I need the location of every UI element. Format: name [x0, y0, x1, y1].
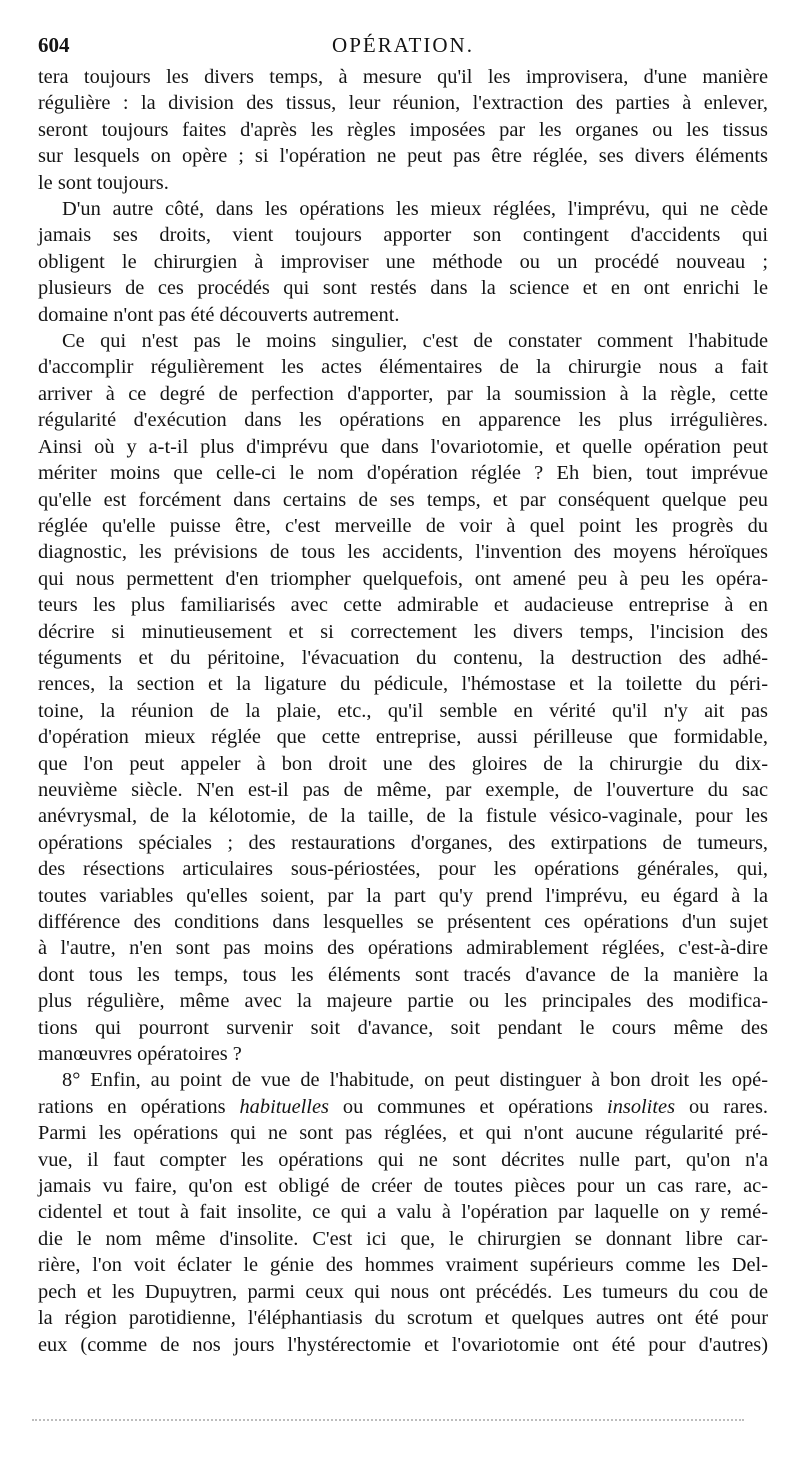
text-line: cidentel et tout à fait insolite, ce qui a valu à l'opération par laquelle on y remé- — [38, 1201, 768, 1224]
text-line: dont tous les temps, tous les éléments sont tracés d'avance de la manière la — [38, 963, 768, 986]
text-line: tera toujours les divers temps, à mesure qu'il les improvisera, d'une manière — [38, 66, 768, 88]
text-line: vue, il faut compter les opérations qui ne sont décrites nulle part, qu'on n'a — [38, 1148, 768, 1171]
text-line: diagnostic, les prévisions de tous les accidents, l'invention des moyens héroïques — [38, 541, 768, 564]
text-line: toine, la réunion de la plaie, etc., qu'il semble en vérité qu'il n'y ait pas — [38, 699, 768, 722]
text-line: domaine n'ont pas été découverts autrement. — [38, 303, 400, 326]
text-line: teurs les plus familiarisés avec cette admirable et audacieuse entreprise à en — [38, 594, 768, 617]
text-line: le sont toujours. — [38, 171, 169, 194]
text-line: à l'autre, n'en sont pas moins des opérations admirablement réglées, c'est-à-dire — [38, 937, 768, 960]
text-line: toutes variables qu'elles soient, par la part qu'y prend l'imprévu, eu égard à la — [38, 884, 768, 907]
text-line-with-italics — [38, 1094, 768, 1120]
text-line: mériter moins que celle-ci le nom d'opération réglée ? Eh bien, tout imprévue — [38, 462, 768, 485]
text-line: jamais vu faire, qu'on est obligé de créer de toutes pièces pour un cas rare, ac- — [38, 1175, 768, 1198]
text-line: d'accomplir régulièrement les actes élémentaires de la chirurgie nous a fait — [38, 356, 768, 379]
page-number: 604 — [38, 33, 70, 57]
text-line: qu'elle est forcément dans certains de ses temps, et par conséquent quelque peu — [38, 488, 768, 511]
text-line: plusieurs de ces procédés qui sont restés dans la science et en ont enrichi le — [38, 277, 768, 300]
text-line: des résections articulaires sous-périostées, pour les opérations générales, qui, — [38, 858, 768, 881]
text-line: opérations spéciales ; des restaurations d'organes, des extirpations de tumeurs, — [38, 831, 768, 854]
paragraph-start-line: Ce qui n'est pas le moins singulier, c'est de constater comment l'habitude — [62, 330, 768, 353]
text-line: arriver à ce degré de perfection d'apporter, par la soumission à la règle, cette — [38, 382, 768, 405]
text-line: anévrysmal, de la kélotomie, de la taille, de la fistule vésico-vaginale, pour les — [38, 805, 768, 828]
text-line: différence des conditions dans lesquelles se présentent ces opérations d'un sujet — [38, 911, 768, 933]
text-run: rations en opérations — [38, 1095, 240, 1118]
text-line: décrire si minutieusement et si correctement les divers temps, l'incision des — [38, 620, 768, 643]
text-line: seront toujours faites d'après les règles imposées par les organes ou les tissus — [38, 118, 768, 141]
text-line: obligent le chirurgien à improviser une méthode ou un procédé nouveau ; — [38, 250, 768, 273]
text-line: manœuvres opératoires ? — [38, 1043, 242, 1066]
text-line: rences, la section et la ligature du pédicule, l'hémostase et la toilette du péri- — [38, 673, 768, 696]
text-line: neuvième siècle. N'en est-il pas de même, par exemple, de l'ouverture du sac — [38, 778, 768, 801]
text-line: rière, l'on voit éclater le génie des hommes vraiment supérieurs comme les Del- — [38, 1254, 768, 1277]
text-line: tions qui pourront survenir soit d'avance, soit pendant le cours même des — [38, 1016, 768, 1039]
text-line: Ainsi où y a-t-il plus d'imprévu que dans l'ovariotomie, et quelle opération peut — [38, 435, 768, 458]
text-line: qui nous permettent d'en triompher quelquefois, ont amené peu à peu les opéra- — [38, 567, 768, 590]
italic-term-insolites: insolites — [607, 1095, 676, 1118]
text-line: eux (comme de nos jours l'hystérectomie et l'ovariotomie ont été pour d'autres) — [38, 1333, 768, 1356]
text-line: jamais ses droits, vient toujours apporter son contingent d'accidents qui — [38, 224, 768, 247]
text-line: que l'on peut appeler à bon droit une des gloires de la chirurgie du dix- — [38, 752, 768, 775]
text-run: ou rares. — [675, 1095, 768, 1118]
text-line: Parmi les opérations qui ne sont pas réglées, et qui n'ont aucune régularité pré- — [38, 1122, 768, 1145]
text-line: régulière : la division des tissus, leur réunion, l'extraction des parties à enlever, — [38, 92, 768, 115]
running-head — [38, 30, 768, 60]
text-line: plus régulière, même avec la majeure partie ou les principales des modifica- — [38, 990, 768, 1013]
text-line: la région parotidienne, l'éléphantiasis du scrotum et quelques autres ont été pour — [38, 1307, 768, 1330]
paragraph-start-line: 8° Enfin, au point de vue de l'habitude, on peut distinguer à bon droit les opé- — [62, 1069, 768, 1092]
text-line: pech et les Dupuytren, parmi ceux qui nous ont précédés. Les tumeurs du cou de — [38, 1280, 768, 1303]
text-line: die le nom même d'insolite. C'est ici que, le chirurgien se donnant libre car- — [38, 1227, 768, 1250]
text-line: sur lesquels on opère ; si l'opération ne peut pas être réglée, ses divers éléments — [38, 145, 768, 168]
paragraph-start-line: D'un autre côté, dans les opérations les mieux réglées, l'imprévu, qui ne cède — [62, 198, 768, 221]
faint-print-residue — [32, 1419, 744, 1421]
text-line: réglée qu'elle puisse être, c'est merveille de voir à quel point les progrès du — [38, 514, 768, 537]
italic-term-habituelles: habituelles — [239, 1095, 329, 1118]
text-line: d'opération mieux réglée que cette entreprise, aussi périlleuse que formidable, — [38, 726, 768, 749]
text-run: ou communes et opérations — [328, 1095, 608, 1118]
text-line: régularité d'exécution dans les opérations en apparence les plus irrégulières. — [38, 409, 768, 432]
text-line: téguments et du péritoine, l'évacuation du contenu, la destruction des adhé- — [38, 646, 768, 669]
page-title: OPÉRATION. — [332, 33, 474, 57]
body-text — [38, 64, 768, 1358]
